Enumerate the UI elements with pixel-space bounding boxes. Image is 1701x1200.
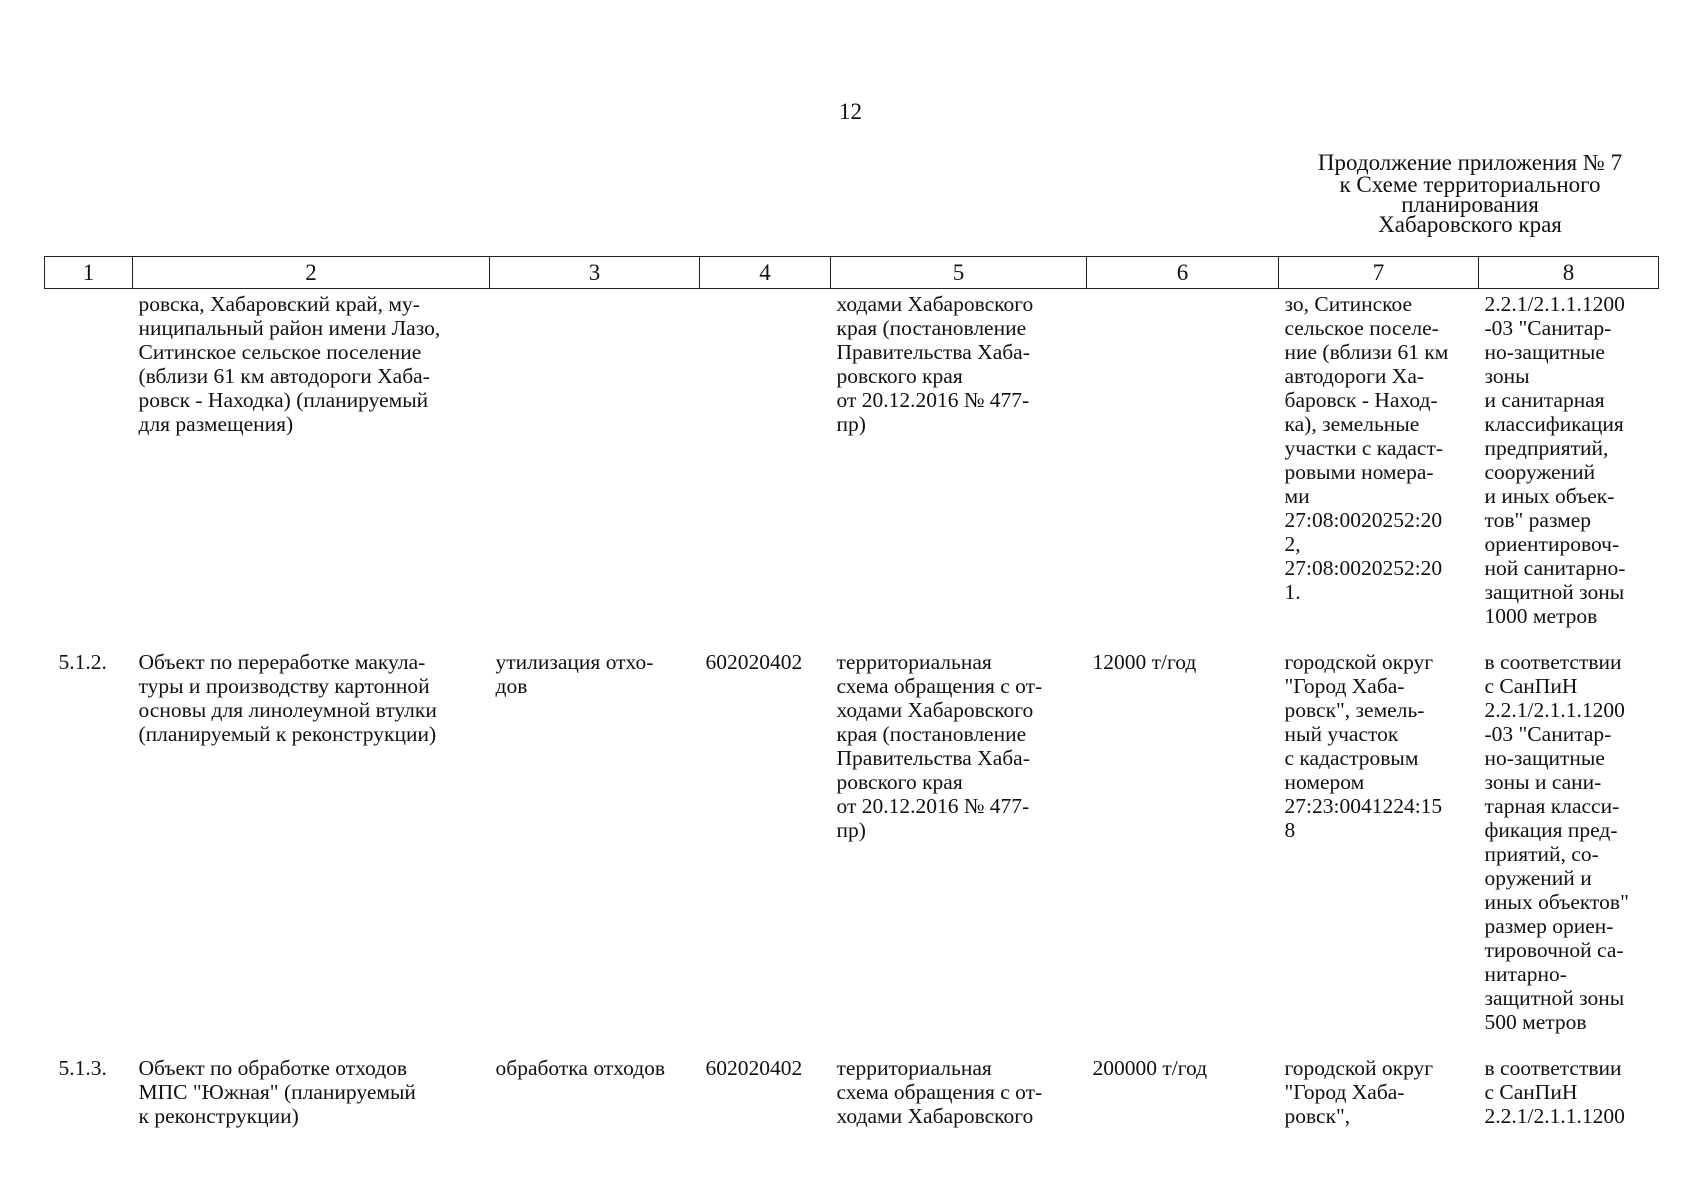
object-purpose: обработка отходов xyxy=(495,1056,666,1080)
object-name: Объект по переработке макула- туры и производству картонной основы для линолеумной втулки (планируемый к реконструкции) xyxy=(138,650,437,746)
object-basis: территориальная схема обращения с от- ходами Хабаровского края (постановление Правительства Хаба- ровского края от 20.12.2016 № 477- пр) xyxy=(836,650,1043,842)
object-zone: в соответствии с СанПиН 2.2.1/2.1.1.1200 xyxy=(1484,1056,1625,1128)
object-capacity xyxy=(1087,289,1279,651)
table-header-row xyxy=(45,257,1659,289)
object-capacity: 200000 т/год xyxy=(1092,1056,1208,1080)
row-number: 5.1.3. xyxy=(58,1056,107,1080)
column-header: 5 xyxy=(831,257,1087,289)
object-capacity: 12000 т/год xyxy=(1092,650,1197,674)
appendix-header xyxy=(1300,152,1640,236)
page-number: 12 xyxy=(839,99,862,124)
object-purpose xyxy=(490,289,700,651)
object-purpose: утилизация отхо- дов xyxy=(495,650,654,698)
column-header: 7 xyxy=(1279,257,1479,289)
object-code xyxy=(700,289,831,651)
object-name: ровска, Хабаровский край, му- ниципальный район имени Лазо, Ситинское сельское поселение (вблизи 61 км автодороги Хаба- ровск - Находка) (планируемый для размещения) xyxy=(138,292,441,436)
object-code: 602020402 xyxy=(705,1056,803,1080)
object-zone: 2.2.1/2.1.1.1200 -03 "Санитар- но-защитные зоны и санитарная классификация предприятий, сооружений и иных объек- тов" размер ориентировоч- ной санитарно- защитной зоны 1000 метров xyxy=(1484,292,1626,628)
row-number xyxy=(45,289,133,651)
column-header: 8 xyxy=(1479,257,1659,289)
object-basis: ходами Хабаровского края (постановление Правительства Хаба- ровского края от 20.12.2016 № 477- пр) xyxy=(836,292,1034,436)
object-code: 602020402 xyxy=(705,650,803,674)
column-header: 3 xyxy=(490,257,700,289)
table-row xyxy=(45,289,1659,651)
column-header: 6 xyxy=(1087,257,1279,289)
column-header: 1 xyxy=(45,257,133,289)
appendix-header-line: планирования xyxy=(1401,192,1539,217)
column-header: 4 xyxy=(700,257,831,289)
object-location: городской округ "Город Хаба- ровск", земель- ный участок с кадастровым номером 27:23:0041224:15 8 xyxy=(1284,650,1443,842)
table-row xyxy=(45,1056,1659,1128)
object-location: городской округ "Город Хаба- ровск", xyxy=(1284,1056,1434,1128)
object-name: Объект по обработке отходов МПС "Южная" (планируемый к реконструкции) xyxy=(138,1056,416,1128)
object-location: зо, Ситинское сельское поселе- ние (вблизи 61 км автодороги Ха- баровск - Наход- ка), земельные участки с кадаст- ровыми номера- ми 27:08:0020252:20 2, 27:08:0020252:20 1. xyxy=(1284,292,1449,604)
appendix-header-line: Хабаровского края xyxy=(1378,212,1562,237)
appendix-header-line: Продолжение приложения № 7 xyxy=(1317,150,1623,175)
table-row xyxy=(45,650,1659,1056)
appendix-header-line: к Схеме территориального xyxy=(1339,172,1601,197)
object-zone: в соответствии с СанПиН 2.2.1/2.1.1.1200 -03 "Санитар- но-защитные зоны и сани- тарная класси- фикация пред- приятий, со- оружений и иных объектов" размер ориен- тировочной са- нитарно- защитной зоны 500 метров xyxy=(1484,650,1629,1034)
row-number: 5.1.2. xyxy=(58,650,107,674)
column-header: 2 xyxy=(133,257,490,289)
objects-table xyxy=(44,256,1659,1128)
object-basis: территориальная схема обращения с от- ходами Хабаровского xyxy=(836,1056,1043,1128)
